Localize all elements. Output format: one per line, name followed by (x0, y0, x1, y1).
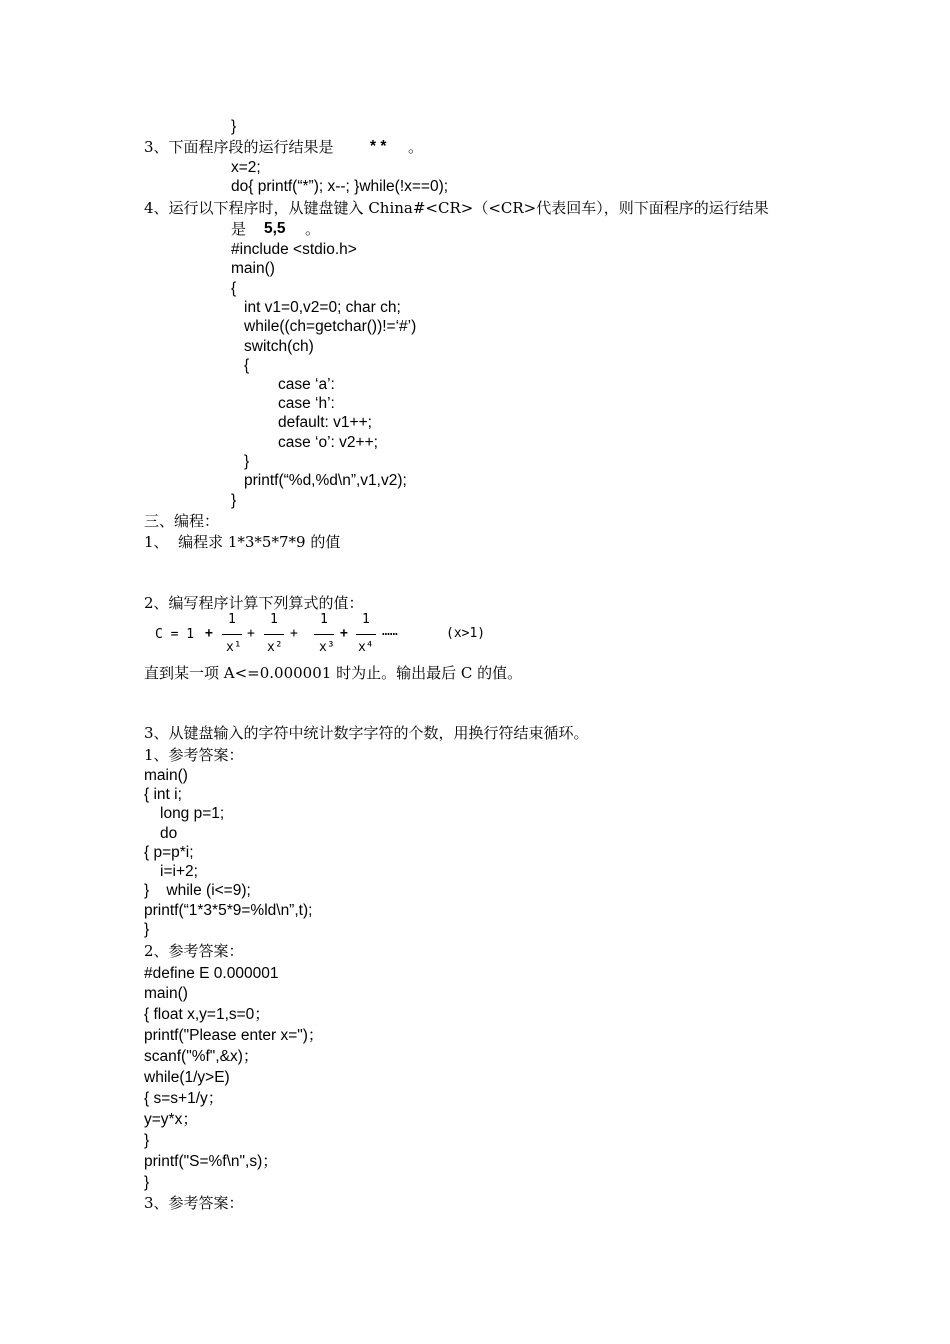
text-line-l03: x=2; (231, 159, 261, 176)
formula-plus-2: + (247, 626, 255, 641)
text-line-l23: 2、编写程序计算下列算式的值： (144, 594, 364, 612)
text-line-l09: { (231, 280, 237, 297)
formula-den-2: x² (267, 640, 283, 655)
formula-den-4: x⁴ (358, 640, 374, 655)
formula-lhs: C = 1 (155, 627, 195, 642)
formula-plus-1: + (205, 626, 213, 641)
text-line-l25: 3、从键盘输入的字符中统计数字字符的个数，用换行符结束循环。 (144, 724, 589, 742)
formula (150, 612, 490, 658)
text-line-l37: #define E 0.000001 (144, 965, 279, 982)
text-line-l26: 1、参考答案： (144, 746, 244, 764)
formula-num-4: 1 (362, 612, 370, 627)
text-line-l04: do{ printf(“*”); x--; }while(!x==0); (231, 178, 449, 195)
text-line-l47: } (144, 1174, 150, 1191)
text-line-l24: 直到某一项 A<=0.000001 时为止。输出最后 C 的值。 (144, 664, 523, 682)
text-line-l44: y=y*x； (144, 1111, 198, 1128)
formula-num-1: 1 (228, 612, 236, 627)
formula-num-3: 1 (320, 612, 328, 627)
text-line-l07: #include <stdio.h> (231, 241, 357, 258)
text-line-l19: printf(“%d,%d\n”,v1,v2); (244, 472, 407, 489)
text-line-l16: default: v1++; (278, 414, 372, 431)
text-line-l02c: 。 (408, 138, 424, 156)
text-line-l05: 4、运行以下程序时，从键盘键入 China#<CR>（<CR>代表回车），则下面程序的运行结果 (144, 199, 769, 217)
text-line-l08: main() (231, 260, 275, 277)
text-line-l43: { s=s+1/y； (144, 1090, 224, 1107)
formula-den-1: x¹ (226, 640, 242, 655)
text-line-l01: } (231, 118, 237, 135)
formula-den-3: x³ (319, 640, 335, 655)
text-line-l21: 三、编程： (144, 512, 220, 530)
text-line-l10: int v1=0,v2=0; char ch; (244, 299, 401, 316)
text-line-l34: printf(“1*3*5*9=%ld\n”,t); (144, 902, 313, 919)
text-line-l48: 3、参考答案： (144, 1194, 244, 1212)
text-line-l20: } (231, 492, 237, 509)
text-line-l36: 2、参考答案： (144, 942, 244, 960)
text-line-l27: main() (144, 767, 188, 784)
text-line-l31: { p=p*i; (144, 844, 194, 861)
text-line-l46: printf("S=%f\n",s)； (144, 1153, 278, 1170)
formula-plus-4: + (340, 626, 348, 641)
formula-condition: (x>1) (446, 626, 486, 641)
formula-plus-3: + (290, 626, 298, 641)
text-line-l22: 1、 编程求 1*3*5*7*9 的值 (144, 533, 341, 551)
text-line-l02: 3、下面程序段的运行结果是 (144, 138, 353, 156)
text-line-l15: case ‘h’: (278, 395, 335, 412)
text-line-l06c: 。 (305, 220, 321, 238)
text-line-l42: while(1/y>E) (144, 1069, 230, 1086)
text-line-l39: { float x,y=1,s=0； (144, 1006, 270, 1023)
text-line-l45: } (144, 1132, 150, 1149)
text-line-l12: switch(ch) (244, 338, 314, 355)
text-line-l06: 是 (231, 220, 247, 238)
text-line-l41: scanf("%f",&x)； (144, 1048, 259, 1065)
text-line-l30: do (160, 825, 178, 842)
text-line-l40: printf("Please enter x=")； (144, 1027, 324, 1044)
formula-dots: …… (382, 624, 398, 639)
text-line-l14: case ‘a’: (278, 376, 335, 393)
text-line-l35: } (144, 921, 150, 938)
text-line-l13: { (244, 357, 250, 374)
text-line-l33: } while (i<=9); (144, 882, 251, 899)
text-line-l32: i=i+2; (160, 863, 198, 880)
text-line-l28: { int i; (144, 786, 182, 803)
formula-num-2: 1 (270, 612, 278, 627)
text-line-l29: long p=1; (160, 805, 225, 822)
text-line-l02b: * * (370, 138, 387, 155)
text-line-l06b: 5,5 (264, 220, 286, 237)
text-line-l18: } (244, 453, 250, 470)
text-line-l38: main() (144, 985, 188, 1002)
text-line-l17: case ‘o’: v2++; (278, 434, 378, 451)
text-line-l11: while((ch=getchar())!=‘#’) (244, 318, 417, 335)
